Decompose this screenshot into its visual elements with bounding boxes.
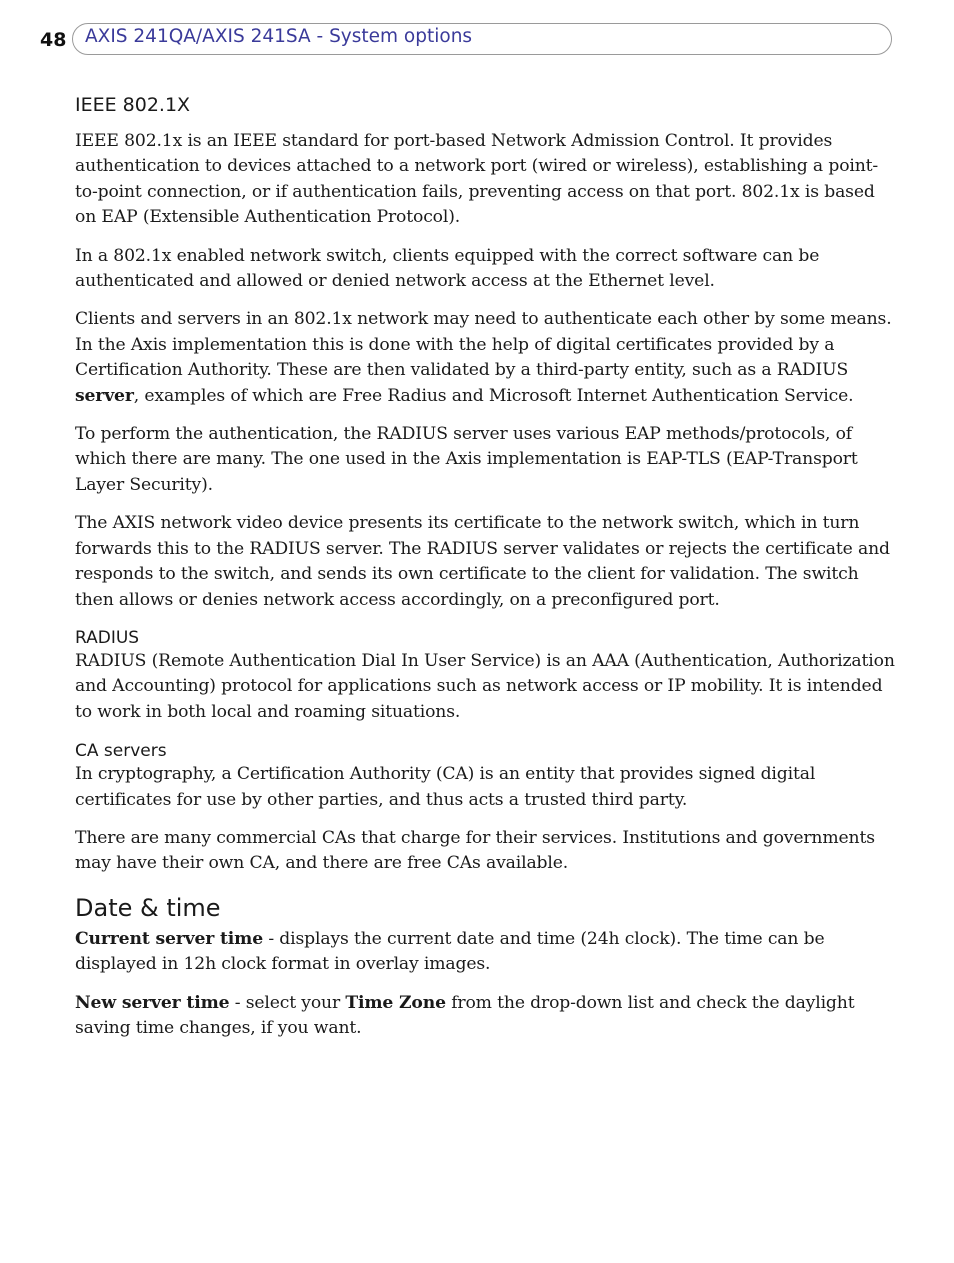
datetime-paragraph-2 [75, 991, 895, 1042]
ieee-p3-text-a: Clients and servers in an 802.1x network may need to authenticate each other by some means. In the Axis implementation this is done with the help of digital certificates provided by a Certification Authority. These are then validated by a third-party entity, such as a RADIUS [75, 309, 892, 381]
ieee-p3-bold-server: server [75, 385, 134, 406]
header-title: AXIS 241QA/AXIS 241SA - System options [85, 26, 473, 47]
datetime-paragraph-1 [75, 927, 895, 978]
ca-paragraph-2: There are many commercial CAs that charge for their services. Institutions and governments may have their own CA, and there are free CAs available. [75, 827, 875, 874]
radius-paragraph: RADIUS (Remote Authentication Dial In User Service) is an AAA (Authentication, Authorization and Accounting) protocol for applications such as network access or IP mobility. It is intended to work in both local and roaming situations. [75, 650, 895, 722]
ieee-8021x-heading: IEEE 802.1X [75, 94, 191, 116]
page-content [75, 90, 895, 1054]
radius-heading: RADIUS [75, 627, 140, 648]
new-server-time-label: New server time [75, 992, 230, 1013]
ca-paragraph-1: In cryptography, a Certification Authority (CA) is an entity that provides signed digital certificates for use by other parties, and thus acts a trusted third party. [75, 764, 816, 810]
date-time-heading: Date & time [75, 893, 221, 922]
page-number: 48 [40, 29, 67, 51]
current-server-time-label: Current server time [75, 928, 264, 949]
ieee-p3-text-b: , examples of which are Free Radius and Microsoft Internet Authentication Service. [133, 385, 854, 406]
datetime-p1-text: - displays the current date and time (24h clock). The time can be displayed in 12h clock format in overlay images. [75, 928, 825, 975]
ca-servers-heading: CA servers [75, 741, 167, 762]
datetime-p2-text-b: from the drop-down list and check the daylight saving time changes, if you want. [75, 992, 855, 1038]
time-zone-label: Time Zone [345, 992, 446, 1013]
ieee-paragraph-2: In a 802.1x enabled network switch, clients equipped with the correct software can be authenticated and allowed or denied network access at the Ethernet level. [75, 245, 820, 292]
header-title-bar [72, 23, 892, 55]
ieee-paragraph-3 [75, 307, 895, 409]
ieee-paragraph-4: To perform the authentication, the RADIUS server uses various EAP methods/protocols, of which there are many. The one used in the Axis implementation is EAP-TLS (EAP-Transport Layer Security). [75, 424, 858, 495]
page-header [38, 23, 896, 57]
ieee-paragraph-1: IEEE 802.1x is an IEEE standard for port-based Network Admission Control. It provides authentication to devices attached to a network port (wired or wireless), establishing a point-to-point connection, or if authentication fails, preventing access on that port. 802.1x is based on EAP (Extensible Authentication Protocol). [75, 131, 879, 228]
datetime-p2-text-a: - select your [229, 992, 346, 1013]
ieee-paragraph-5: The AXIS network video device presents its certificate to the network switch, which in turn forwards this to the RADIUS server. The RADIUS server validates or rejects the certificate and responds to the switch, and sends its own certificate to the client for validation. The switch then allows or denies network access accordingly, on a preconfigured port. [75, 513, 890, 610]
